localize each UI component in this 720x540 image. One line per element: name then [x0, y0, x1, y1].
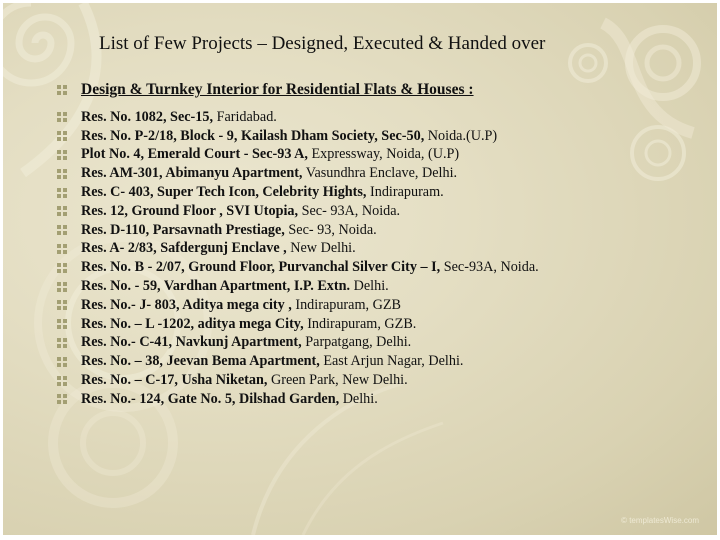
grid-square-bullet-icon — [57, 188, 67, 198]
list-item — [57, 352, 539, 371]
list-item — [57, 221, 539, 240]
list-item — [57, 202, 539, 221]
list-item — [57, 315, 539, 334]
list-item-text — [81, 203, 400, 220]
list-item — [57, 334, 539, 353]
list-item — [57, 277, 539, 296]
project-name: Res. No. - 59, Vardhan Apartment, I.P. Extn. — [81, 278, 351, 295]
list-item — [57, 108, 539, 127]
list-item — [57, 240, 539, 259]
project-name: Res. 12, Ground Floor , SVI Utopia, — [81, 202, 299, 219]
list-item-text — [81, 391, 378, 408]
project-list — [57, 80, 539, 409]
section-heading-row — [57, 80, 539, 100]
list-item — [57, 183, 539, 202]
project-name: Res. No. B - 2/07, Ground Floor, Purvanchal Silver City – I, — [81, 259, 441, 276]
list-item-text — [81, 353, 463, 370]
project-name: Res. AM-301, Abimanyu Apartment, — [81, 165, 303, 182]
list-item — [57, 390, 539, 409]
project-name: Res. No. 1082, Sec-15, — [81, 108, 214, 125]
grid-square-bullet-icon — [57, 112, 67, 122]
grid-square-bullet-icon — [57, 300, 67, 310]
list-item-text — [81, 165, 457, 182]
project-location: Indirapuram. — [366, 184, 444, 201]
list-item-text — [81, 184, 444, 201]
project-location: Expressway, Noida, (U.P) — [307, 146, 460, 163]
list-item-text — [81, 297, 401, 314]
project-name: Res. No. P-2/18, Block - 9, Kailash Dham Society, Sec-50, — [81, 127, 425, 144]
grid-square-bullet-icon — [57, 244, 67, 254]
grid-square-bullet-icon — [57, 150, 67, 160]
grid-square-bullet-icon — [57, 394, 67, 404]
project-location: New Delhi. — [286, 240, 356, 257]
list-item — [57, 371, 539, 390]
grid-square-bullet-icon — [57, 263, 67, 273]
list-item-text — [81, 334, 411, 351]
project-location: East Arjun Nagar, Delhi. — [319, 353, 464, 370]
list-item — [57, 127, 539, 146]
list-item — [57, 296, 539, 315]
project-name: Res. D-110, Parsavnath Prestiage, — [81, 221, 285, 238]
grid-square-bullet-icon — [57, 206, 67, 216]
section-heading: Design & Turnkey Interior for Residential Flats & Houses : — [81, 81, 474, 98]
project-location: Vasundhra Enclave, Delhi. — [302, 165, 458, 182]
list-item — [57, 164, 539, 183]
list-item-text — [81, 259, 539, 276]
project-location: Delhi. — [350, 278, 389, 295]
list-item-text — [81, 278, 389, 295]
project-location: Sec- 93A, Noida. — [298, 202, 401, 219]
project-location: Sec- 93, Noida. — [284, 221, 377, 238]
grid-square-bullet-icon — [57, 282, 67, 292]
project-location: Parpatgang, Delhi. — [301, 334, 412, 351]
list-item-text — [81, 109, 277, 126]
slide-title: List of Few Projects – Designed, Executed & Handed over — [99, 33, 546, 54]
project-name: Res. No. – 38, Jeevan Bema Apartment, — [81, 353, 320, 370]
template-watermark: © templatesWise.com — [621, 516, 699, 525]
project-location: Faridabad. — [213, 108, 277, 125]
grid-square-bullet-icon — [57, 357, 67, 367]
project-name: Plot No. 4, Emerald Court - Sec-93 A, — [81, 146, 308, 163]
grid-square-bullet-icon — [57, 376, 67, 386]
project-location: Green Park, New Delhi. — [267, 372, 408, 389]
project-name: Res. No.- C-41, Navkunj Apartment, — [81, 334, 302, 351]
slide — [3, 3, 717, 535]
project-location: Sec-93A, Noida. — [440, 259, 539, 276]
project-name: Res. No.- J- 803, Aditya mega city , — [81, 296, 292, 313]
project-location: Delhi. — [339, 390, 378, 407]
project-location: Indirapuram, GZB — [291, 296, 401, 313]
grid-square-bullet-icon — [57, 319, 67, 329]
list-item — [57, 146, 539, 165]
grid-square-bullet-icon — [57, 225, 67, 235]
project-name: Res. C- 403, Super Tech Icon, Celebrity Hights, — [81, 184, 367, 201]
project-location: Noida.(U.P) — [424, 127, 498, 144]
grid-square-bullet-icon — [57, 338, 67, 348]
project-location: Indirapuram, GZB. — [303, 315, 417, 332]
grid-square-bullet-icon — [57, 169, 67, 179]
list-item-text — [81, 146, 459, 163]
list-item-text — [81, 128, 497, 145]
project-name: Res. A- 2/83, Safdergunj Enclave , — [81, 240, 287, 257]
list-item-text — [81, 240, 356, 257]
project-name: Res. No. – C-17, Usha Niketan, — [81, 372, 268, 389]
project-name: Res. No.- 124, Gate No. 5, Dilshad Garden, — [81, 390, 340, 407]
list-item — [57, 258, 539, 277]
list-item-text — [81, 316, 416, 333]
list-item-text — [81, 222, 377, 239]
grid-square-bullet-icon — [57, 85, 67, 95]
project-name: Res. No. – L -1202, aditya mega City, — [81, 315, 304, 332]
list-item-text — [81, 372, 408, 389]
grid-square-bullet-icon — [57, 131, 67, 141]
